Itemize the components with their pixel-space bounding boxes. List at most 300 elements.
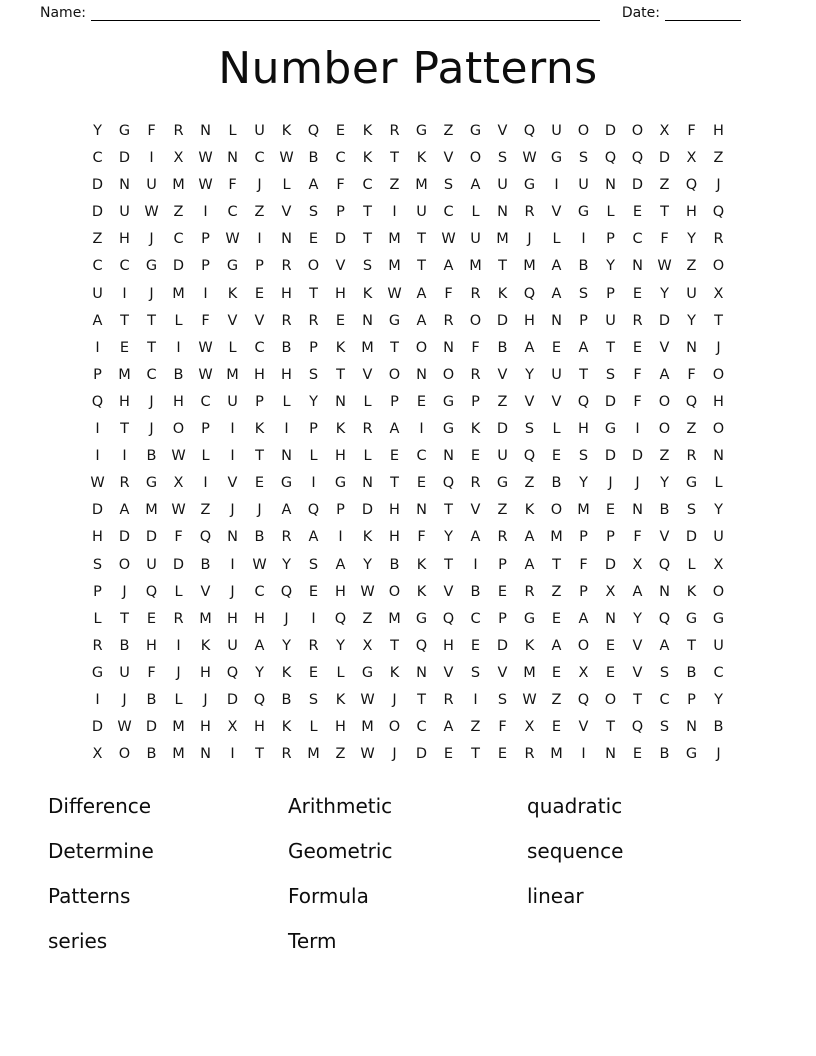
grid-letter: O [712,421,725,438]
grid-letter: K [335,691,346,708]
grid-letter: O [442,366,455,383]
grid-letter: W [225,231,240,248]
grid-letter: Y [687,312,696,329]
grid-letter: T [309,285,318,302]
grid-letter: W [171,448,186,465]
grid-letter: A [524,339,535,356]
grid-letter: R [686,448,697,465]
grid-letter: P [498,610,507,627]
grid-letter: H [335,583,346,600]
grid-letter: M [523,258,536,275]
grid-letter: X [713,556,724,573]
grid-letter: B [146,691,157,708]
grid-letter: X [173,475,184,492]
grid-letter: M [307,746,320,763]
grid-letter: K [335,339,346,356]
grid-letter: M [172,719,185,736]
grid-letter: V [227,312,238,329]
grid-letter: V [443,583,454,600]
grid-letter: C [227,204,238,221]
grid-letter: N [686,339,697,356]
grid-letter: G [523,610,536,627]
grid-letter: J [392,691,397,708]
grid-letter: M [361,719,374,736]
grid-letter: M [550,529,563,546]
grid-letter: C [173,231,184,248]
grid-letter: J [122,691,127,708]
grid-letter: V [281,204,292,221]
grid-letter: U [497,177,508,194]
grid-letter: J [392,746,397,763]
grid-letter: P [309,339,318,356]
grid-letter: S [308,556,319,573]
grid-letter: W [198,366,213,383]
grid-letter: Q [577,691,590,708]
grid-letter: Z [497,393,508,410]
grid-letter: Q [631,719,644,736]
grid-letter: T [552,556,561,573]
grid-letter: M [118,366,131,383]
grid-letter: T [417,258,426,275]
page-title: Number Patterns [218,43,598,94]
grid-letter: O [118,746,131,763]
grid-letter: B [497,339,508,356]
word-list-item: Arithmetic [288,794,393,819]
grid-letter: B [146,448,157,465]
grid-letter: P [255,258,264,275]
grid-letter: Y [714,502,723,519]
grid-letter: K [335,421,346,438]
grid-letter: Z [173,204,184,221]
grid-letter: E [308,583,319,600]
grid-letter: R [470,475,481,492]
grid-letter: S [92,556,103,573]
grid-letter: M [388,610,401,627]
grid-letter: W [198,177,213,194]
grid-letter: F [687,366,696,383]
grid-letter: K [227,285,238,302]
grid-letter: X [173,150,184,167]
word-list-column [527,794,816,974]
grid-letter: F [498,719,507,736]
grid-letter: D [145,719,158,736]
grid-letter: H [335,285,346,302]
word-list-column [288,794,527,974]
grid-letter: Y [660,285,669,302]
grid-letter: N [335,393,346,410]
grid-letter: G [685,610,698,627]
grid-letter: M [172,746,185,763]
grid-letter: F [228,177,237,194]
grid-letter: H [254,366,265,383]
grid-letter: Q [712,204,725,221]
grid-letter: H [389,529,400,546]
grid-letter: U [119,204,130,221]
grid-letter: H [200,664,211,681]
grid-letter: B [308,150,319,167]
grid-letter: Q [604,150,617,167]
grid-letter: E [416,393,427,410]
grid-letter: E [551,719,562,736]
grid-letter: Y [633,610,642,627]
grid-letter: N [632,502,643,519]
grid-letter: A [254,637,265,654]
grid-letter: J [149,393,154,410]
grid-letter: Y [282,637,291,654]
grid-letter: E [254,285,265,302]
grid-letter: V [200,583,211,600]
grid-letter: C [335,150,346,167]
grid-letter: S [578,448,589,465]
grid-letter: L [471,204,480,221]
grid-letter: R [443,691,454,708]
grid-letter: H [713,393,724,410]
grid-letter: M [388,231,401,248]
grid-letter: D [604,123,617,139]
grid-letter: J [635,475,640,492]
word-list-item: Term [288,929,337,954]
grid-letter: K [200,637,211,654]
grid-letter: E [497,746,508,763]
grid-letter: H [200,719,211,736]
grid-letter: W [441,231,456,248]
grid-letter: A [524,529,535,546]
grid-letter: H [119,231,130,248]
grid-letter: O [172,421,185,438]
grid-letter: Q [307,502,320,519]
grid-letter: O [469,312,482,329]
grid-letter: J [122,583,127,600]
grid-letter: N [281,231,292,248]
grid-letter: Y [309,393,318,410]
grid-letter: P [255,393,264,410]
grid-letter: P [579,529,588,546]
grid-letter: H [119,393,130,410]
grid-letter: O [469,150,482,167]
grid-letter: V [632,637,643,654]
grid-letter: H [227,610,238,627]
grid-letter: L [606,204,615,221]
grid-letter: R [119,475,130,492]
grid-letter: C [119,258,130,275]
grid-letter: E [119,339,130,356]
grid-letter: S [308,204,319,221]
grid-letter: T [606,339,615,356]
grid-letter: N [686,719,697,736]
grid-letter: H [281,366,292,383]
grid-letter: P [390,393,399,410]
grid-letter: G [496,475,509,492]
grid-letter: Q [145,583,158,600]
grid-letter: P [579,583,588,600]
grid-letter: H [173,393,184,410]
grid-letter: Z [335,746,346,763]
grid-letter: Q [442,475,455,492]
grid-letter: S [659,719,670,736]
grid-letter: I [473,691,478,708]
grid-letter: O [118,556,131,573]
grid-letter: B [146,746,157,763]
grid-letter: O [577,637,590,654]
grid-letter: C [659,691,670,708]
grid-letter: T [363,231,372,248]
grid-letter: K [254,421,265,438]
grid-letter: Q [280,583,293,600]
grid-letter: D [172,258,185,275]
grid-letter: S [362,258,373,275]
grid-letter: T [147,312,156,329]
grid-letter: D [658,312,671,329]
grid-letter: N [416,366,427,383]
grid-letter: V [659,339,670,356]
grid-letter: S [497,691,508,708]
grid-letter: F [687,123,696,139]
grid-letter: T [471,746,480,763]
grid-letter: X [92,746,103,763]
grid-letter: C [200,393,211,410]
grid-letter: F [633,393,642,410]
grid-letter: E [308,231,319,248]
grid-letter: E [308,664,319,681]
grid-letter: N [497,204,508,221]
grid-letter: E [335,312,346,329]
grid-letter: O [658,421,671,438]
grid-letter: X [578,664,589,681]
grid-letter: I [95,448,100,465]
grid-letter: N [551,312,562,329]
grid-letter: H [524,312,535,329]
grid-letter: T [660,204,669,221]
grid-letter: Y [255,664,264,681]
grid-letter: G [442,393,455,410]
grid-letter: D [118,150,131,167]
grid-letter: I [311,475,316,492]
grid-letter: D [604,448,617,465]
grid-letter: D [361,502,374,519]
grid-letter: H [686,204,697,221]
grid-letter: V [551,204,562,221]
grid-letter: D [334,231,347,248]
grid-letter: E [632,204,643,221]
grid-letter: D [604,556,617,573]
grid-letter: T [120,421,129,438]
grid-letter: W [387,285,402,302]
grid-letter: E [551,610,562,627]
word-list-item: series [48,929,108,954]
grid-letter: U [578,177,589,194]
grid-letter: H [146,637,157,654]
grid-letter: I [338,529,343,546]
grid-letter: D [226,691,239,708]
grid-letter: H [92,529,103,546]
grid-letter: A [632,583,643,600]
grid-letter: U [713,529,724,546]
grid-letter: I [122,285,127,302]
grid-letter: T [255,746,264,763]
grid-letter: U [416,204,427,221]
grid-letter: Z [470,719,481,736]
grid-letter: U [146,556,157,573]
grid-letter: Q [577,393,590,410]
grid-letter: B [551,475,562,492]
grid-letter: Q [523,123,536,139]
grid-letter: J [176,664,181,681]
grid-letter: L [228,123,237,139]
grid-letter: G [388,312,401,329]
grid-letter: Y [363,556,372,573]
grid-letter: U [686,285,697,302]
grid-letter: O [307,258,320,275]
grid-letter: B [659,502,670,519]
grid-letter: X [632,556,643,573]
grid-letter: Y [525,366,534,383]
date-blank-line [665,6,741,21]
grid-letter: C [632,231,643,248]
grid-letter: R [92,637,103,654]
grid-letter: R [524,746,535,763]
grid-letter: N [605,177,616,194]
grid-letter: C [416,719,427,736]
grid-letter: K [362,150,373,167]
grid-letter: E [605,502,616,519]
grid-letter: B [173,366,184,383]
grid-letter: J [257,502,262,519]
grid-letter: V [497,366,508,383]
grid-letter: Q [631,150,644,167]
grid-letter: P [336,502,345,519]
grid-letter: G [712,610,725,627]
header [0,0,816,21]
grid-letter: F [660,231,669,248]
grid-letter: M [496,231,509,248]
grid-letter: Z [713,150,724,167]
word-list-item: sequence [527,839,624,864]
grid-letter: Q [307,123,320,139]
grid-letter: R [524,583,535,600]
grid-letter: D [172,556,185,573]
grid-letter: U [227,393,238,410]
grid-letter: A [524,556,535,573]
grid-letter: A [416,312,427,329]
grid-letter: E [605,637,616,654]
grid-letter: T [444,502,453,519]
grid-letter: E [632,746,643,763]
grid-letter: G [604,421,617,438]
grid-letter: E [335,123,346,139]
grid-letter: X [362,637,373,654]
grid-letter: H [713,123,724,139]
grid-letter: D [145,529,158,546]
grid-letter: Y [687,231,696,248]
grid-letter: G [685,746,698,763]
grid-letter: J [608,475,613,492]
grid-letter: A [551,637,562,654]
grid-letter: E [389,448,400,465]
grid-letter: V [470,502,481,519]
grid-letter: C [92,258,103,275]
grid-letter: E [551,339,562,356]
grid-letter: I [581,231,586,248]
grid-letter: X [524,719,535,736]
grid-letter: G [145,475,158,492]
grid-letter: I [311,610,316,627]
grid-letter: B [578,258,589,275]
grid-letter: N [362,312,373,329]
grid-letter: N [416,664,427,681]
grid-letter: G [118,123,131,139]
grid-letter: P [201,258,210,275]
grid-letter: V [578,719,589,736]
grid-letter: J [203,691,208,708]
grid-letter: V [443,664,454,681]
grid-letter: W [279,150,294,167]
grid-letter: I [257,231,262,248]
word-list-item: Difference [48,794,152,819]
grid-letter: R [470,366,481,383]
grid-letter: A [551,258,562,275]
grid-letter: C [254,339,265,356]
word-list-item: Determine [48,839,154,864]
grid-letter: D [631,177,644,194]
grid-letter: R [389,123,400,139]
grid-letter: O [712,258,725,275]
grid-letter: Z [92,231,103,248]
grid-letter: N [659,583,670,600]
grid-letter: Q [415,637,428,654]
grid-letter: Q [253,691,266,708]
grid-letter: R [713,231,724,248]
grid-letter: G [469,123,482,139]
grid-letter: A [659,637,670,654]
grid-letter: A [389,421,400,438]
grid-letter: R [362,421,373,438]
grid-letter: B [713,719,724,736]
grid-letter: I [230,448,235,465]
grid-letter: O [604,691,617,708]
grid-letter: W [198,150,213,167]
grid-letter: M [361,339,374,356]
grid-letter: R [308,637,319,654]
grid-letter: A [470,177,481,194]
grid-letter: G [226,258,239,275]
grid-letter: W [360,691,375,708]
grid-letter: C [470,610,481,627]
grid-letter: M [226,366,239,383]
grid-letter: H [254,719,265,736]
grid-letter: Z [200,502,211,519]
grid-letter: Z [686,421,697,438]
grid-letter: I [203,475,208,492]
grid-letter: C [92,150,103,167]
grid-letter: N [443,448,454,465]
grid-letter: I [230,556,235,573]
grid-letter: K [686,583,697,600]
grid-letter: B [686,664,697,681]
grid-letter: O [388,583,401,600]
grid-letter: V [443,150,454,167]
grid-letter: K [362,285,373,302]
grid-letter: N [119,177,130,194]
grid-letter: Y [579,475,588,492]
name-label: Name: [40,5,87,21]
word-list-item: Formula [288,884,369,909]
grid-letter: V [524,393,535,410]
grid-letter: A [92,312,103,329]
grid-letter: P [201,231,210,248]
grid-letter: R [443,312,454,329]
grid-letter: L [552,421,561,438]
grid-letter: K [416,150,427,167]
